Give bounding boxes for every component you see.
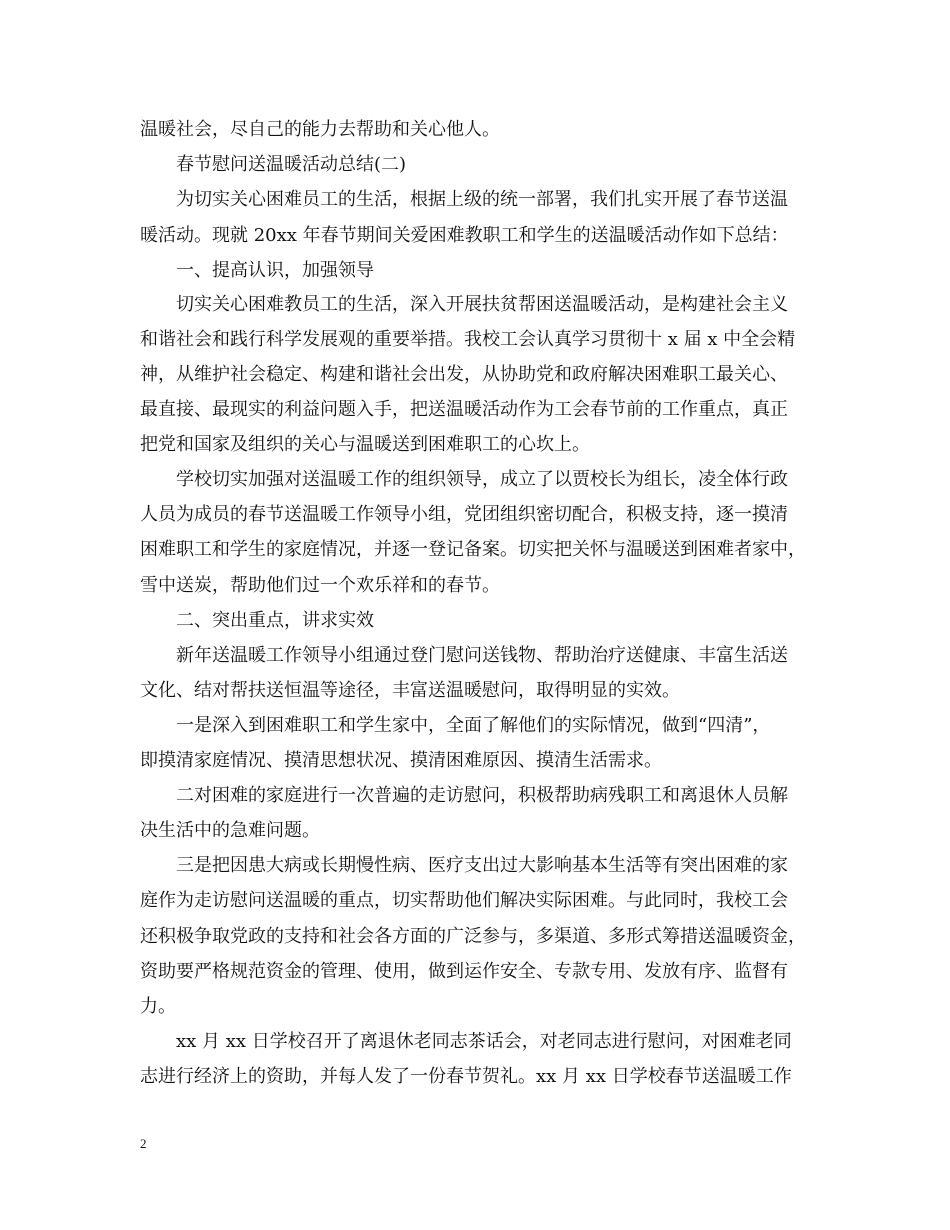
text-line: 庭作为走访慰问送温暖的重点，切实帮助他们解决实际困难。与此同时，我校工会 (140, 890, 788, 911)
text-line: 学校切实加强对送温暖工作的组织领导，成立了以贾校长为组长，凌全体行政 (176, 469, 788, 490)
text-line: 新年送温暖工作领导小组通过登门慰问送钱物、帮助治疗送健康、丰富生活送 (176, 645, 788, 666)
text-line: 资助要严格规范资金的管理、使用，做到运作安全、专款专用、发放有序、监督有 (140, 961, 788, 982)
text-line: xx 月 xx 日学校召开了离退休老同志茶话会，对老同志进行慰问，对困难老同 (176, 1031, 792, 1052)
text-line: 一是深入到困难职工和学生家中，全面了解他们的实际情况，做到“四清”， (176, 715, 771, 736)
text-line: 困难职工和学生的家庭情况，并逐一登记备案。切实把关怀与温暖送到困难者家中， (140, 539, 806, 560)
text-line: 温暖社会，尽自己的能力去帮助和关心他人。 (140, 119, 500, 140)
text-line: 暖活动。现就 20xx 年春节期间关爱困难教职工和学生的送温暖活动作如下总结： (140, 225, 789, 246)
section-heading: 一、提高认识，加强领导 (176, 260, 374, 281)
text-line: 还积极争取党政的支持和社会各方面的广泛参与，多渠道、多形式筹措送温暖资金， (140, 926, 806, 947)
text-line: 和谐社会和践行科学发展观的重要举措。我校工会认真学习贯彻十 x 届 x 中全会精 (140, 329, 796, 350)
page-number: 2 (140, 1136, 147, 1151)
text-line: 人员为成员的春节送温暖工作领导小组，党团组织密切配合，积极支持，逐一摸清 (140, 504, 788, 525)
text-line: 最直接、最现实的利益问题入手，把送温暖活动作为工会春节前的工作重点，真正 (140, 399, 788, 420)
text-line: 文化、结对帮扶送恒温等途径，丰富送温暖慰问，取得明显的实效。 (140, 680, 680, 701)
text-line: 即摸清家庭情况、摸清思想状况、摸清困难原因、摸清生活需求。 (140, 750, 662, 771)
text-line: 志进行经济上的资助，并每人发了一份春节贺礼。xx 月 xx 日学校春节送温暖工作 (140, 1066, 792, 1087)
section-heading: 二、突出重点，讲求实效 (176, 610, 374, 631)
text-line: 雪中送炭，帮助他们过一个欢乐祥和的春节。 (140, 575, 500, 596)
text-line: 二对困难的家庭进行一次普遍的走访慰问，积极帮助病残职工和离退休人员解 (176, 785, 788, 806)
text-line: 神，从维护社会稳定、构建和谐社会出发，从协助党和政府解决困难职工最关心、 (140, 364, 788, 385)
text-line: 把党和国家及组织的关心与温暖送到困难职工的心坎上。 (140, 434, 590, 455)
text-line: 为切实关心困难员工的生活，根据上级的统一部署，我们扎实开展了春节送温 (176, 189, 788, 210)
text-line: 力。 (140, 996, 176, 1017)
section-title: 春节慰问送温暖活动总结(二) (176, 154, 407, 175)
text-line: 切实关心困难教员工的生活，深入开展扶贫帮困送温暖活动，是构建社会主义 (176, 294, 788, 315)
text-line: 三是把因患大病或长期慢性病、医疗支出过大影响基本生活等有突出困难的家 (176, 855, 788, 876)
text-line: 决生活中的急难问题。 (140, 820, 320, 841)
